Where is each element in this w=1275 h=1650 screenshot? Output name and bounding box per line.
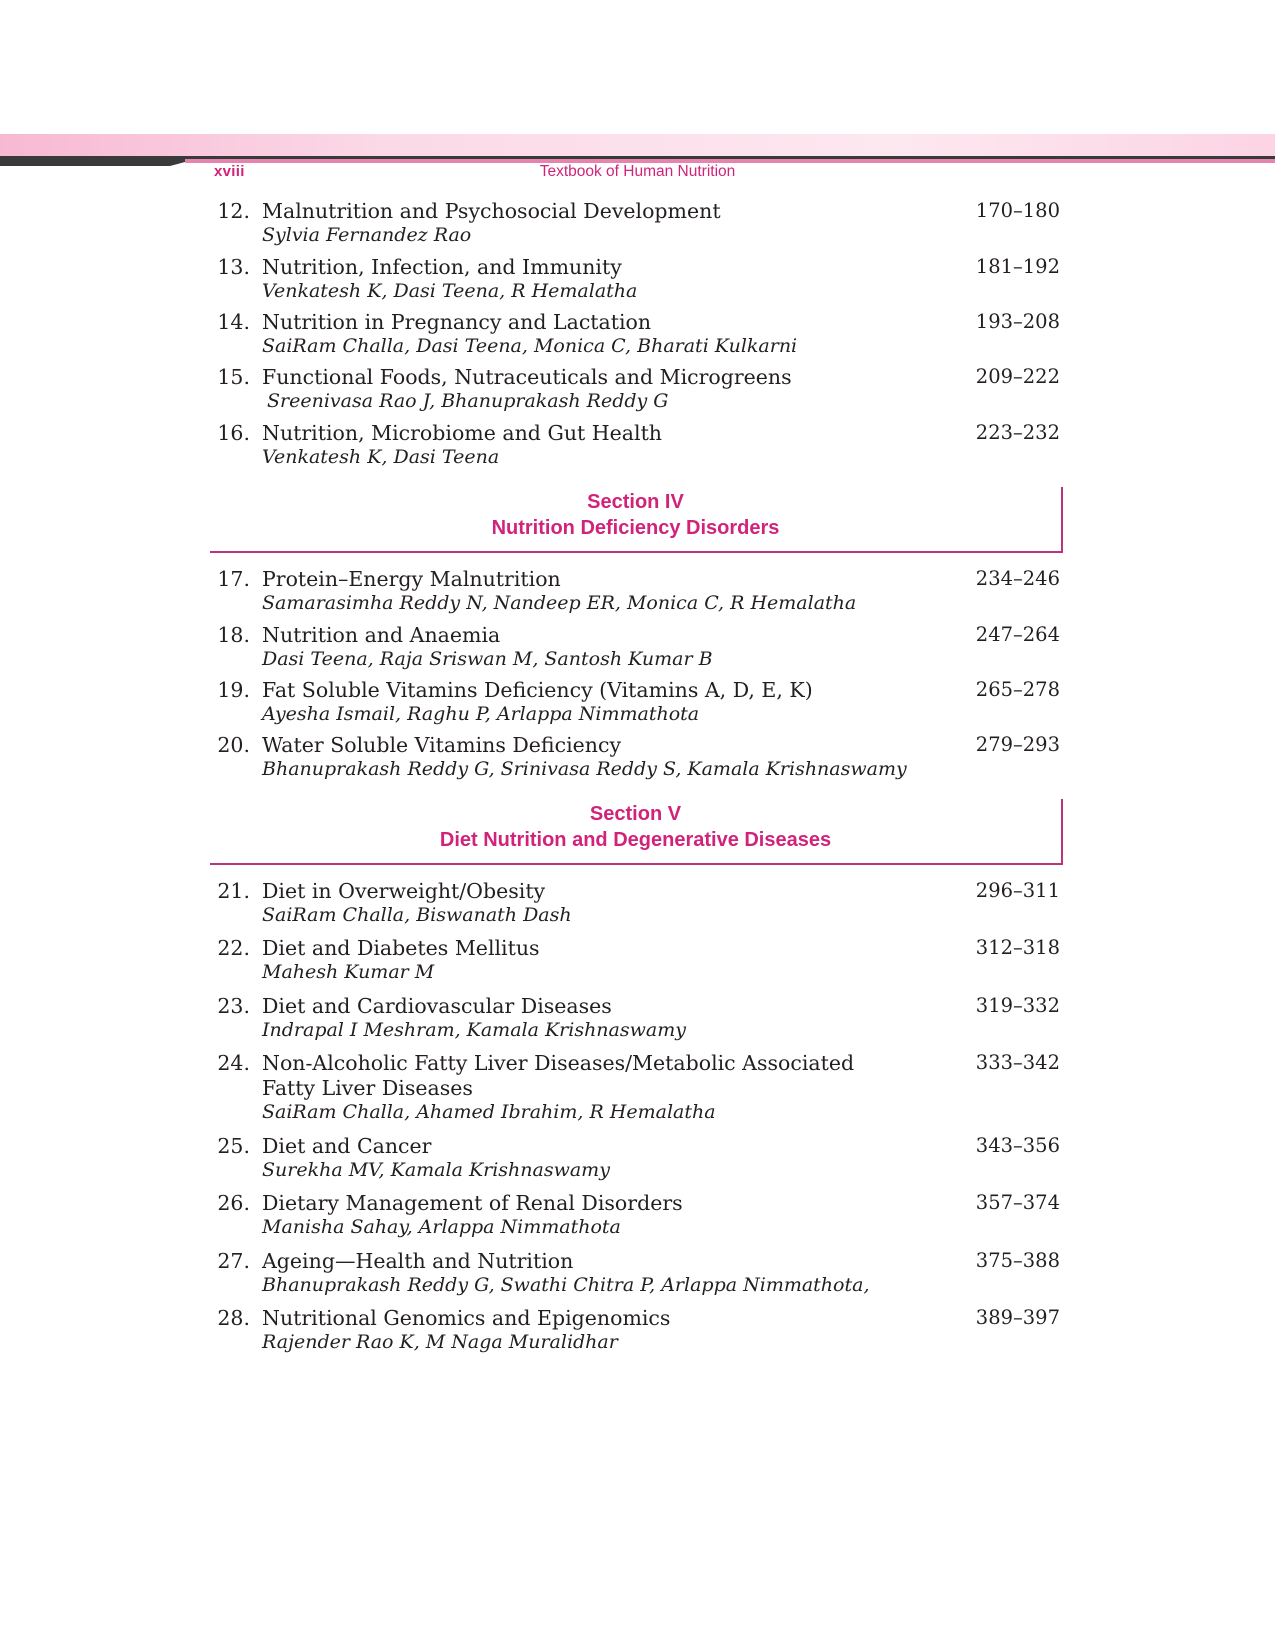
entry-pages: 389–397 — [975, 1306, 1060, 1329]
entry-authors: Venkatesh K, Dasi Teena, R Hemalatha — [262, 280, 638, 302]
page-folio: xviii — [214, 163, 245, 180]
entry-title[interactable]: Malnutrition and Psychosocial Development — [262, 199, 721, 223]
entry-pages: 265–278 — [975, 678, 1060, 701]
entry-number: 15. — [217, 365, 250, 389]
entry-pages: 296–311 — [975, 879, 1060, 902]
entry-number: 23. — [217, 994, 250, 1018]
section-label: Section V — [589, 803, 682, 825]
entry-authors: SaiRam Challa, Ahamed Ibrahim, R Hemalatha — [262, 1101, 716, 1123]
entry-authors: Bhanuprakash Reddy G, Swathi Chitra P, Arlappa Nimmathota, — [262, 1274, 870, 1296]
entry-number: 21. — [217, 879, 250, 903]
entry-number: 27. — [217, 1249, 250, 1273]
entry-pages: 343–356 — [975, 1134, 1060, 1157]
entry-number: 28. — [217, 1306, 250, 1330]
entry-pages: 234–246 — [975, 567, 1060, 590]
entry-number: 16. — [217, 421, 250, 445]
entry-title[interactable]: Nutrition, Infection, and Immunity — [262, 255, 622, 279]
entry-pages: 357–374 — [975, 1191, 1060, 1214]
entry-pages: 223–232 — [975, 421, 1060, 444]
entry-pages: 193–208 — [975, 310, 1060, 333]
entry-title[interactable]: Functional Foods, Nutraceuticals and Microgreens — [262, 365, 792, 389]
entry-authors: SaiRam Challa, Biswanath Dash — [262, 904, 572, 926]
entry-pages: 247–264 — [975, 623, 1060, 646]
entry-number: 25. — [217, 1134, 250, 1158]
entry-authors: Indrapal I Meshram, Kamala Krishnaswamy — [262, 1019, 686, 1041]
entry-number: 26. — [217, 1191, 250, 1215]
entry-title[interactable]: Diet in Overweight/Obesity — [262, 879, 546, 903]
section-title: Diet Nutrition and Degenerative Diseases — [439, 829, 832, 851]
entry-authors: Surekha MV, Kamala Krishnaswamy — [262, 1159, 610, 1181]
entry-title[interactable]: Diet and Cardiovascular Diseases — [262, 994, 612, 1018]
entry-authors: Ayesha Ismail, Raghu P, Arlappa Nimmathota — [262, 703, 700, 725]
section-title: Nutrition Deficiency Disorders — [491, 517, 780, 539]
section-heading — [210, 799, 1063, 865]
entry-title-continued[interactable]: Fatty Liver Diseases — [262, 1076, 473, 1100]
entry-pages: 312–318 — [975, 936, 1060, 959]
entry-number: 20. — [217, 733, 250, 757]
entry-title[interactable]: Non-Alcoholic Fatty Liver Diseases/Metabolic Associated — [262, 1051, 855, 1075]
entry-number: 19. — [217, 678, 250, 702]
entry-authors: Bhanuprakash Reddy G, Srinivasa Reddy S, Kamala Krishnaswamy — [262, 758, 907, 780]
entry-title[interactable]: Nutrition in Pregnancy and Lactation — [262, 310, 652, 334]
entry-number: 12. — [217, 199, 250, 223]
entry-pages: 181–192 — [975, 255, 1060, 278]
entry-authors: Samarasimha Reddy N, Nandeep ER, Monica C, R Hemalatha — [262, 592, 857, 614]
entry-title[interactable]: Diet and Cancer — [262, 1134, 432, 1158]
entry-title[interactable]: Dietary Management of Renal Disorders — [262, 1191, 683, 1215]
entry-title[interactable]: Nutritional Genomics and Epigenomics — [262, 1306, 671, 1330]
entry-title[interactable]: Protein–Energy Malnutrition — [262, 567, 561, 591]
entry-authors: Mahesh Kumar M — [262, 961, 435, 983]
entry-title[interactable]: Fat Soluble Vitamins Deficiency (Vitamins A, D, E, K) — [262, 678, 813, 702]
entry-number: 13. — [217, 255, 250, 279]
entry-authors: Sylvia Fernandez Rao — [262, 224, 472, 246]
entry-pages: 375–388 — [975, 1249, 1060, 1272]
entry-title[interactable]: Water Soluble Vitamins Deficiency — [262, 733, 622, 757]
entry-pages: 170–180 — [975, 199, 1060, 222]
entry-number: 14. — [217, 310, 250, 334]
entry-authors: Manisha Sahay, Arlappa Nimmathota — [262, 1216, 621, 1238]
entry-pages: 333–342 — [975, 1051, 1060, 1074]
entry-number: 24. — [217, 1051, 250, 1075]
entry-title[interactable]: Nutrition, Microbiome and Gut Health — [262, 421, 663, 445]
entry-number: 22. — [217, 936, 250, 960]
entry-title[interactable]: Diet and Diabetes Mellitus — [262, 936, 540, 960]
entry-pages: 319–332 — [975, 994, 1060, 1017]
entry-number: 18. — [217, 623, 250, 647]
section-label: Section IV — [587, 491, 684, 513]
entry-authors: Sreenivasa Rao J, Bhanuprakash Reddy G — [267, 390, 669, 412]
entry-pages: 279–293 — [975, 733, 1060, 756]
entry-title[interactable]: Nutrition and Anaemia — [262, 623, 501, 647]
entry-authors: SaiRam Challa, Dasi Teena, Monica C, Bharati Kulkarni — [262, 335, 798, 357]
entry-number: 17. — [217, 567, 250, 591]
entry-authors: Dasi Teena, Raja Sriswan M, Santosh Kumar B — [262, 648, 713, 670]
entry-title[interactable]: Ageing—Health and Nutrition — [262, 1249, 574, 1273]
running-head: Textbook of Human Nutrition — [539, 163, 736, 180]
section-heading — [210, 487, 1063, 553]
entry-authors: Rajender Rao K, M Naga Muralidhar — [262, 1331, 618, 1353]
entry-pages: 209–222 — [975, 365, 1060, 388]
entry-authors: Venkatesh K, Dasi Teena — [262, 446, 500, 468]
